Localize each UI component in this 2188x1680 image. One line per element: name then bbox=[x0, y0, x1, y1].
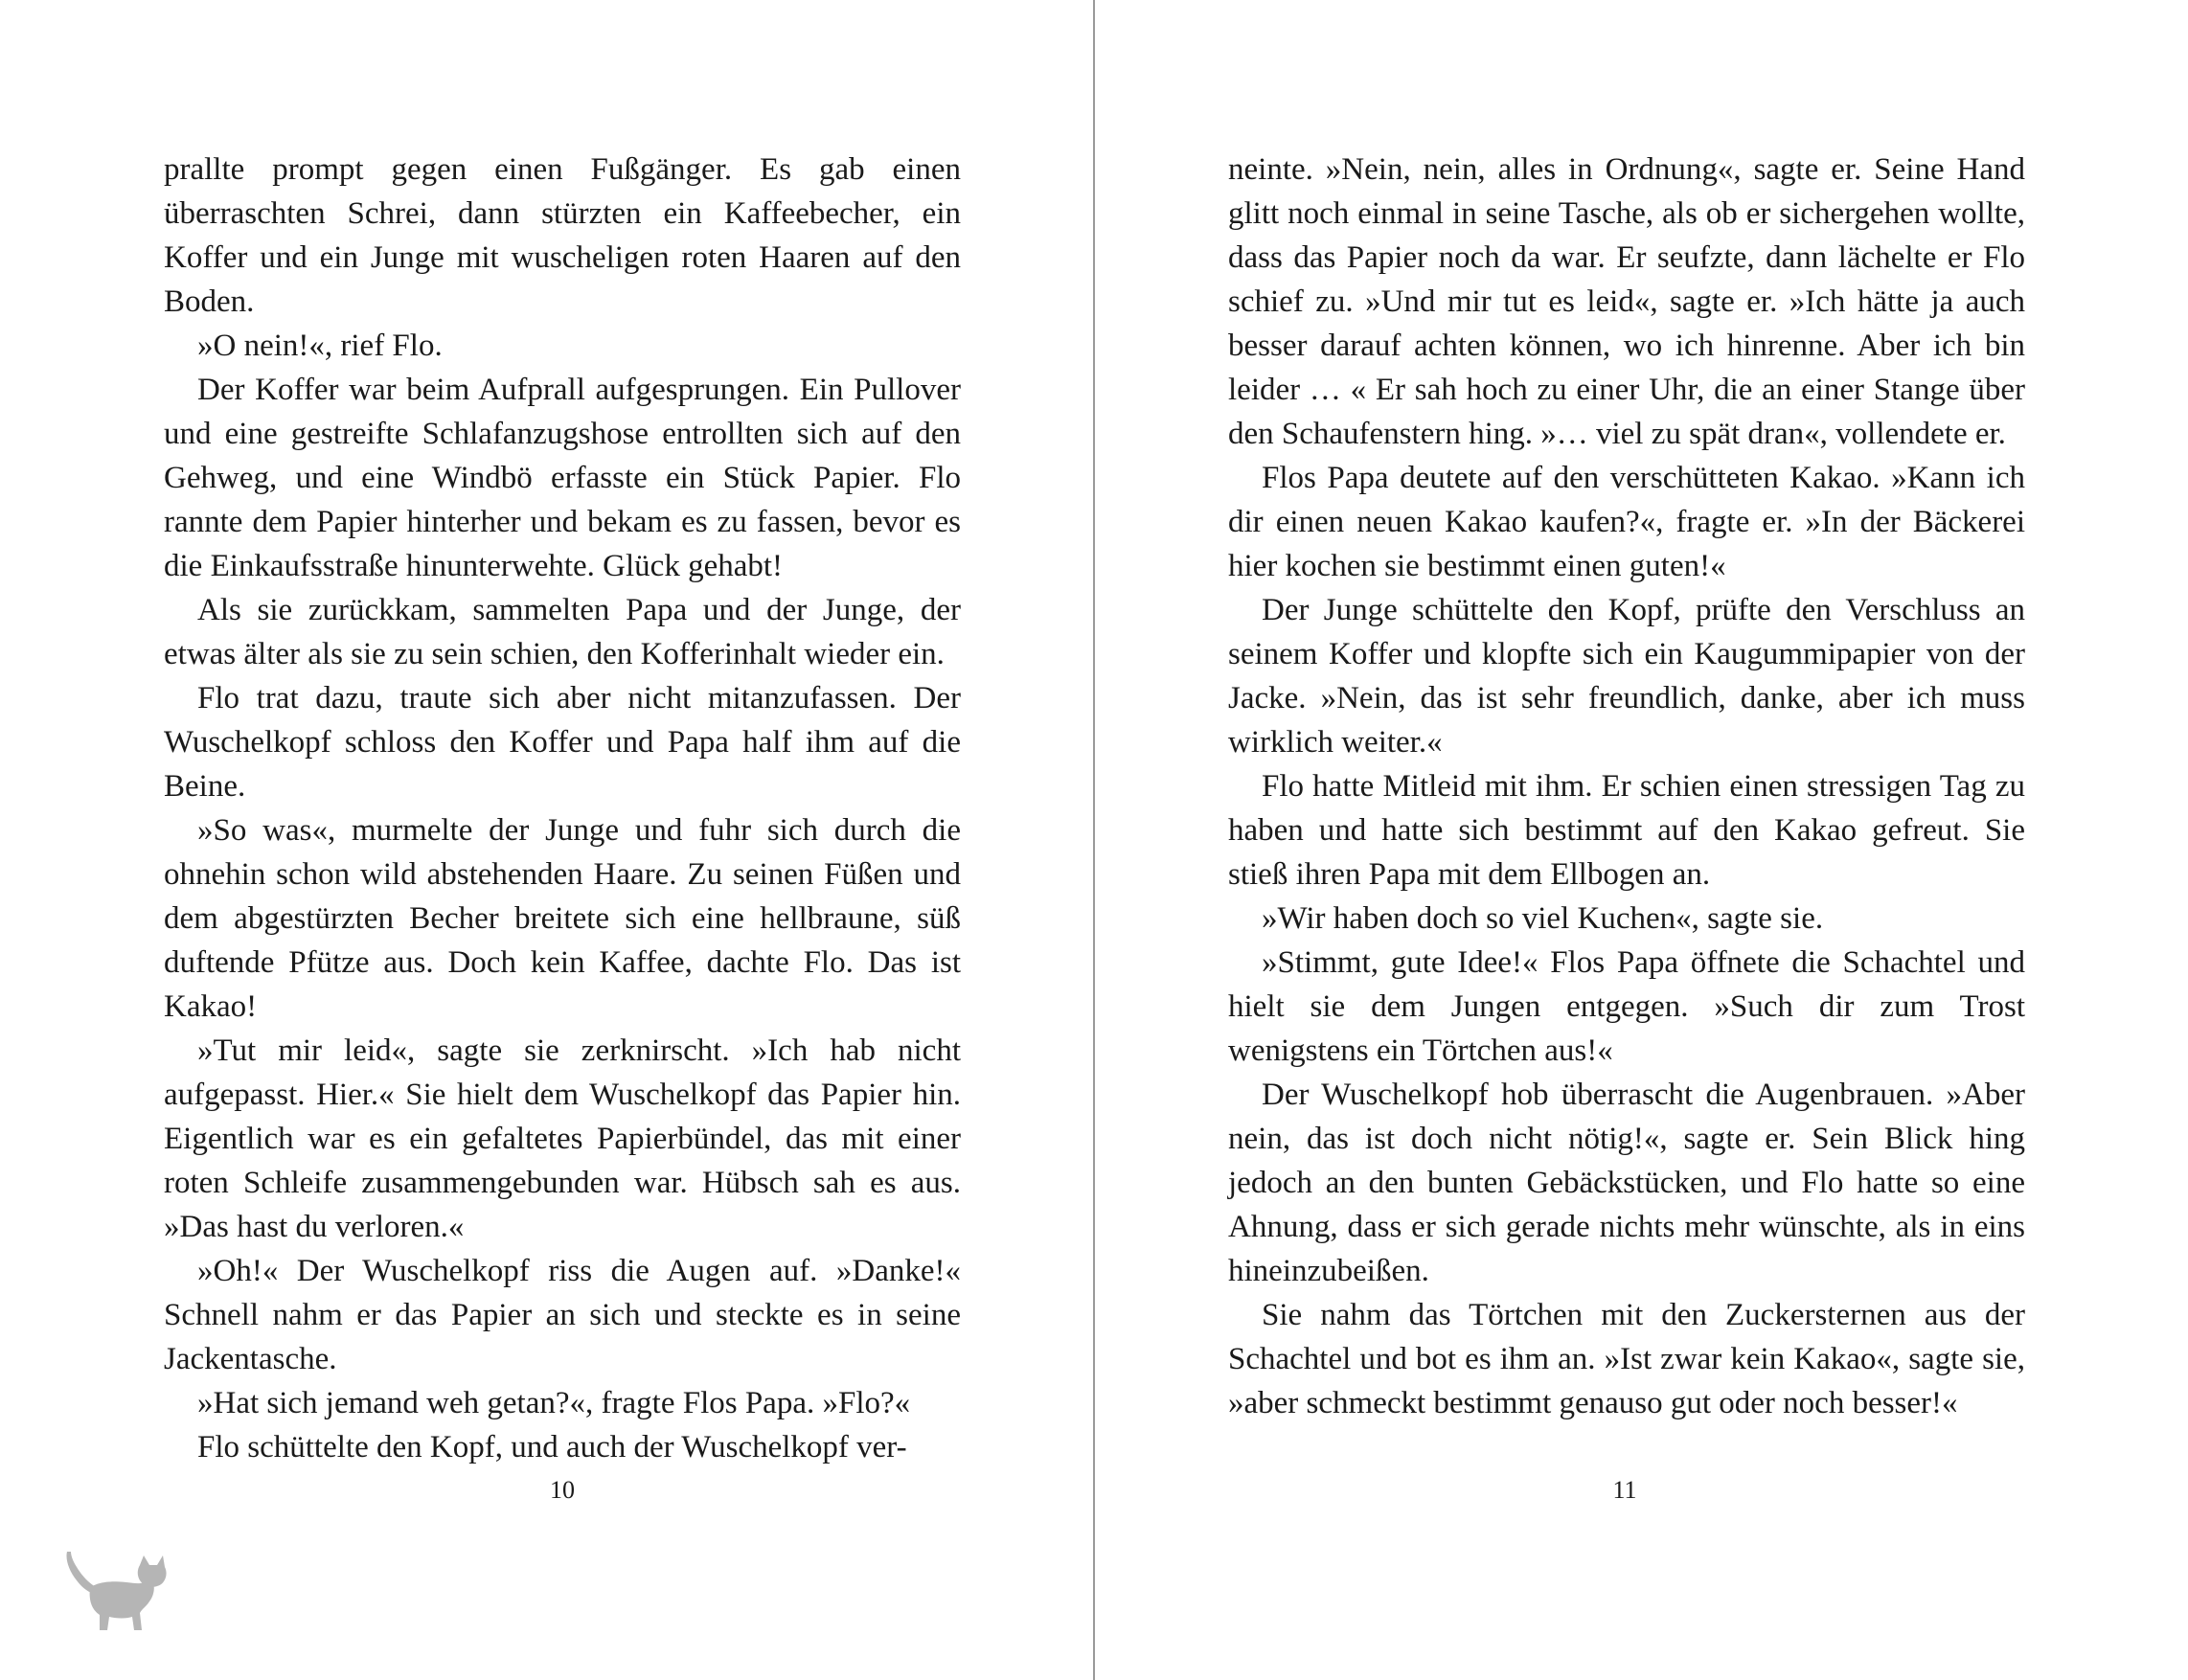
paragraph: Als sie zurückkam, sammelten Papa und der Junge, der etwas älter als sie zu sein schien, den Kofferinhalt wieder ein. bbox=[164, 593, 961, 671]
page-number-left: 10 bbox=[550, 1476, 575, 1504]
cat-silhouette-icon bbox=[63, 1550, 169, 1632]
paragraph: »Hat sich jemand weh getan?«, fragte Flos Papa. »Flo?« bbox=[197, 1386, 911, 1420]
paragraph: »Wir haben doch so viel Kuchen«, sagte sie. bbox=[1262, 901, 1824, 936]
paragraph: Der Koffer war beim Aufprall aufgesprungen. Ein Pullover und eine gestreifte Schlafanzugshose entrollten sich auf den Gehweg, und eine Windbö erfasste ein Stück Papier. Flo rannte dem Papier hinterher und bekam es zu fassen, bevor es die Einkaufsstraße hinunterwehte. Glück gehabt! bbox=[164, 373, 961, 583]
paragraph: Flo hatte Mitleid mit ihm. Er schien einen stressigen Tag zu haben und hatte sich bestimmt auf den Kakao gefreut. Sie stieß ihren Papa mit dem Ellbogen an. bbox=[1228, 769, 2025, 892]
paragraph: Flos Papa deutete auf den verschütteten Kakao. »Kann ich dir einen neuen Kakao kaufen?«, fragte er. »In der Bäckerei hier kochen sie bestimmt einen guten!« bbox=[1228, 461, 2025, 583]
paragraph: »Oh!« Der Wuschelkopf riss die Augen auf. »Danke!« Schnell nahm er das Papier an sich und steckte es in seine Jackentasche. bbox=[164, 1254, 961, 1376]
paragraph: neinte. »Nein, nein, alles in Ordnung«, sagte er. Seine Hand glitt noch einmal in seine Tasche, als ob er sichergehen wollte, dass das Papier noch da war. Er seufzte, dann lächelte er Flo schief zu. »Und mir tut es leid«, sagte er. »Ich hätte ja auch besser darauf achten können, wo ich hinrenne. Aber ich bin leider … « Er sah hoch zu einer Uhr, die an einer Stange über den Schaufenstern hing. »… viel zu spät dran«, vollendete er. bbox=[1228, 152, 2025, 451]
paragraph: »So was«, murmelte der Junge und fuhr sich durch die ohnehin schon wild abstehenden Haare. Zu seinen Füßen und dem abgestürzten Becher breitete sich eine hellbraune, süß duftende Pfütze aus. Doch kein Kaffee, dachte Flo. Das ist Kakao! bbox=[164, 813, 961, 1024]
paragraph: prallte prompt gegen einen Fußgänger. Es gab einen überraschten Schrei, dann stürzten ein Kaffeebecher, ein Koffer und ein Junge mit wuscheligen roten Haaren auf den Boden. bbox=[164, 152, 961, 319]
page-number-right: 11 bbox=[1612, 1476, 1637, 1504]
paragraph: Flo schüttelte den Kopf, und auch der Wuschelkopf ver- bbox=[197, 1430, 907, 1464]
paragraph: »O nein!«, rief Flo. bbox=[197, 329, 443, 363]
page-gutter-divider bbox=[1093, 0, 1095, 1680]
paragraph: »Stimmt, gute Idee!« Flos Papa öffnete die Schachtel und hielt sie dem Jungen entgegen. »Such dir zum Trost wenigstens ein Törtchen aus!« bbox=[1228, 945, 2025, 1068]
left-page-text bbox=[164, 148, 961, 1469]
paragraph: Flo trat dazu, traute sich aber nicht mitanzufassen. Der Wuschelkopf schloss den Koffer und Papa half ihm auf die Beine. bbox=[164, 681, 961, 804]
right-page-text bbox=[1228, 148, 2025, 1425]
paragraph: Der Wuschelkopf hob überrascht die Augenbrauen. »Aber nein, das ist doch nicht nötig!«, sagte er. Sein Blick hing jedoch an den bunten Gebäckstücken, und Flo hatte so eine Ahnung, dass er sich gerade nichts mehr wünschte, als in eins hineinzubeißen. bbox=[1228, 1078, 2025, 1288]
paragraph: »Tut mir leid«, sagte sie zerknirscht. »Ich hab nicht aufgepasst. Hier.« Sie hielt dem Wuschelkopf das Papier hin. Eigentlich war es ein gefaltetes Papierbündel, das mit einer roten Schleife zusammengebunden war. Hübsch sah es aus. »Das hast du verloren.« bbox=[164, 1033, 961, 1244]
paragraph: Der Junge schüttelte den Kopf, prüfte den Verschluss an seinem Koffer und klopfte sich ein Kaugummipapier von der Jacke. »Nein, das ist sehr freundlich, danke, aber ich muss wirklich weiter.« bbox=[1228, 593, 2025, 760]
right-page bbox=[1228, 148, 2025, 1425]
paragraph: Sie nahm das Törtchen mit den Zuckersternen aus der Schachtel und bot es ihm an. »Ist zwar kein Kakao«, sagte sie, »aber schmeckt bestimmt genauso gut oder noch besser!« bbox=[1228, 1298, 2025, 1420]
left-page bbox=[164, 148, 961, 1469]
